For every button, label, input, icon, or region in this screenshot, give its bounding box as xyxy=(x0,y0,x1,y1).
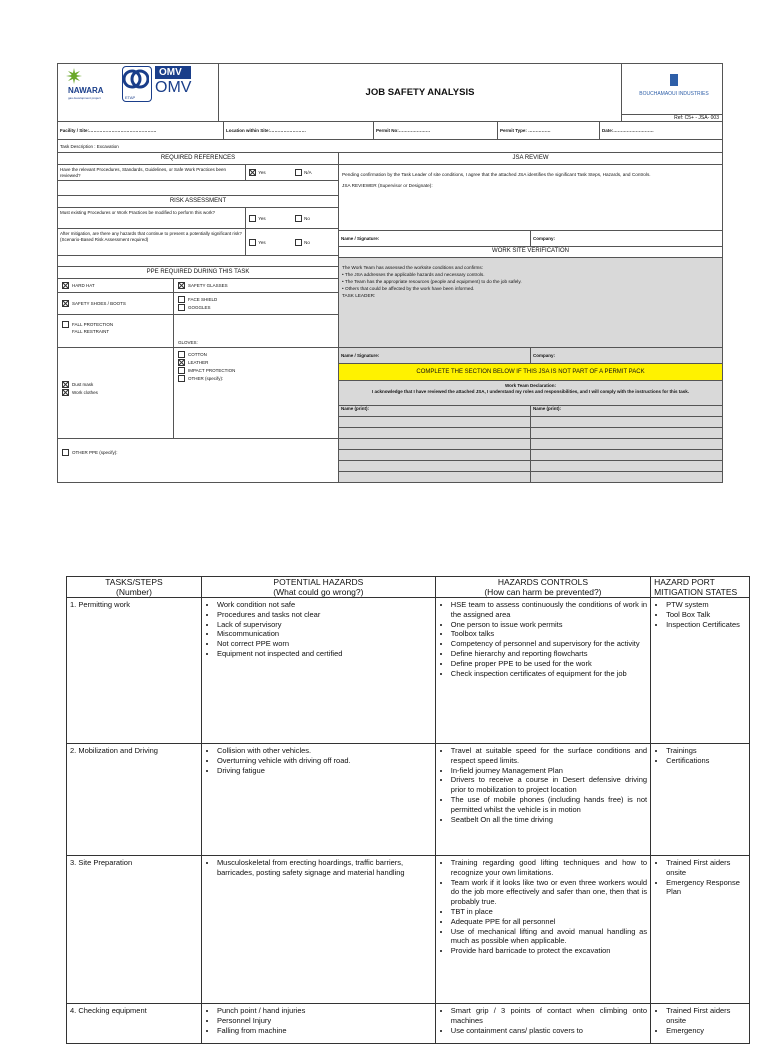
impact-protection-checkbox[interactable] xyxy=(178,367,185,374)
list-item: • Tool Box Talk xyxy=(666,610,746,620)
task-step-cell: 3. Site Preparation xyxy=(67,856,202,1004)
list-item: • Provide hard barricade to protect the excavation xyxy=(451,946,647,956)
cotton-checkbox[interactable] xyxy=(178,351,185,358)
omv-logo xyxy=(155,66,191,97)
etap-logo xyxy=(122,66,152,102)
col-mitigation-title: HAZARD PORT xyxy=(654,577,715,587)
col-mitigation-subtitle: MITIGATION STATES xyxy=(654,587,738,597)
list-item: • Lack of supervisory xyxy=(217,620,432,630)
table-row xyxy=(67,598,750,744)
nawara-text: NAWARA xyxy=(68,86,104,95)
hard-hat-checkbox[interactable] xyxy=(62,282,69,289)
list-item: • Travel at suitable speed for the surface conditions and respect speed limits. xyxy=(451,746,647,766)
leader-name-signature[interactable]: Name / Signature: xyxy=(339,348,531,363)
list-item: • One person to issue work permits xyxy=(451,620,647,630)
other-gloves-checkbox[interactable] xyxy=(178,375,185,382)
list-item: • Seatbelt On all the time driving xyxy=(451,815,647,825)
reviewer-company[interactable]: Company: xyxy=(533,236,556,241)
no-label: No xyxy=(304,239,310,245)
controls-list xyxy=(439,600,647,678)
hazards-cell xyxy=(201,598,435,744)
controls-cell xyxy=(435,598,650,744)
col-controls-header xyxy=(435,577,650,598)
form-title: JOB SAFETY ANALYSIS xyxy=(365,87,475,98)
list-item: • HSE team to assess continuously the conditions of work in the assigned area xyxy=(451,600,647,620)
list-item: • Trained First aiders onsite xyxy=(666,1006,746,1026)
reviewer-name-signature[interactable]: Name / Signature: xyxy=(339,231,531,246)
risk2-no-checkbox[interactable] xyxy=(295,239,302,246)
list-item: • Musculoskeletal from erecting hoardings, traffic barriers, barricades, posting safety signage and material handling xyxy=(217,858,432,878)
ppe-row-4 xyxy=(58,348,338,438)
hazards-list xyxy=(205,600,432,659)
facility-field[interactable]: Facility / Site:……………………………………… xyxy=(58,122,224,139)
list-item: • Define hierarchy and reporting flowcharts xyxy=(451,649,647,659)
list-item: • Check inspection certificates of equipment for the job xyxy=(451,669,647,679)
mitigation-list xyxy=(654,746,746,766)
list-item: • Personnel Injury xyxy=(217,1016,432,1026)
team-name-line[interactable] xyxy=(339,428,722,439)
jsa-reviewer-label: JSA REVIEWER (Supervisor or Designate): xyxy=(342,183,433,188)
safety-glasses-label: SAFETY GLASSES xyxy=(188,283,228,288)
mitigation-cell xyxy=(651,598,750,744)
leather-label: LEATHER xyxy=(188,360,209,365)
form-ref: Ref: C5+ - JSA- 003 xyxy=(622,114,722,121)
etap-emblem-icon xyxy=(123,67,149,91)
etap-text: ETAP xyxy=(125,95,136,100)
gloves-label: GLOVES: xyxy=(178,340,198,345)
task-step-cell: 4. Checking equipment xyxy=(67,1004,202,1044)
fall-protection-checkbox[interactable] xyxy=(62,321,69,328)
task-row xyxy=(57,140,723,153)
jsa-review-body xyxy=(339,165,722,230)
site-bullet-3: • Others that could be affected by the work have been informed. xyxy=(342,286,475,291)
col-mitigation-header xyxy=(651,577,750,598)
controls-list xyxy=(439,746,647,824)
team-declaration-title: Work Team Declaration: xyxy=(504,383,557,388)
controls-cell xyxy=(435,856,650,1004)
list-item: • PTW system xyxy=(666,600,746,610)
list-item: • Competency of personnel and supervisory for the activity xyxy=(451,639,647,649)
risk-question-1-text: Must existing Procedures or Work Practices be modified to perform this work? xyxy=(58,208,246,228)
team-name-line[interactable] xyxy=(339,417,722,428)
risk-assessment-title: RISK ASSESSMENT xyxy=(58,195,338,208)
safety-shoes-checkbox[interactable] xyxy=(62,300,69,307)
task-description: Task Description : Excavation xyxy=(60,143,119,149)
location-field[interactable]: Location within Site:…………………… xyxy=(224,122,374,139)
list-item: • Emergency Response Plan xyxy=(666,878,746,898)
goggles-label: GOGGLES xyxy=(188,305,211,310)
right-column xyxy=(339,153,722,482)
risk-question-1 xyxy=(58,208,338,229)
nawara-logo xyxy=(62,68,112,100)
references-yes-checkbox[interactable] xyxy=(249,169,256,176)
impact-protection-label: IMPACT PROTECTION xyxy=(188,368,236,373)
table-row xyxy=(67,744,750,856)
other-ppe-checkbox[interactable] xyxy=(62,449,69,456)
team-name-label-2: Name (print): xyxy=(533,406,561,411)
task-step-cell: 2. Mobilization and Driving xyxy=(67,744,202,856)
controls-list xyxy=(439,858,647,956)
bi-name: BOUCHAMAOUI INDUSTRIES xyxy=(639,91,709,97)
team-name-line[interactable] xyxy=(339,472,722,482)
hazards-list xyxy=(205,858,432,878)
ppe-row-1 xyxy=(58,279,338,293)
site-intro-text: The Work Team has assessed the worksite conditions and confirms: xyxy=(342,265,484,270)
risk-question-2 xyxy=(58,229,338,256)
info-row xyxy=(57,122,723,140)
table-row xyxy=(67,856,750,1004)
omv-box: OMV xyxy=(155,66,191,79)
list-item: • In-field journey Management Plan xyxy=(451,766,647,776)
col-controls-subtitle: (How can harm be prevented?) xyxy=(484,587,602,597)
safety-glasses-checkbox[interactable] xyxy=(178,282,185,289)
dust-mask-checkbox[interactable] xyxy=(62,381,69,388)
risk1-yes-checkbox[interactable] xyxy=(249,215,256,222)
col-hazards-title: POTENTIAL HAZARDS xyxy=(273,577,364,587)
face-shield-checkbox[interactable] xyxy=(178,296,185,303)
ppe-title: PPE REQUIRED DURING THIS TASK xyxy=(58,266,338,279)
list-item: • Define proper PPE to be used for the work xyxy=(451,659,647,669)
team-name-line[interactable] xyxy=(339,461,722,472)
team-declaration-text: I acknowledge that I have reviewed the attached JSA, I understand my roles and responsibilities, and I will comply with the instructions for this task. xyxy=(371,388,690,394)
mitigation-cell xyxy=(651,744,750,856)
team-declaration xyxy=(339,381,722,482)
list-item: • Inspection Certificates xyxy=(666,620,746,630)
list-item: • Certifications xyxy=(666,756,746,766)
task-step-cell: 1. Permitting work xyxy=(67,598,202,744)
list-item: • Adequate PPE for all personnel xyxy=(451,917,647,927)
logo-area xyxy=(58,64,219,121)
required-references-title: REQUIRED REFERENCES xyxy=(58,153,338,165)
hard-hat-label: HARD HAT xyxy=(72,283,95,288)
controls-cell xyxy=(435,744,650,856)
jsa-review-signature-row xyxy=(339,230,722,247)
face-shield-label: FACE SHIELD xyxy=(188,297,218,302)
bi-logo-area xyxy=(621,64,722,121)
work-clothes-checkbox[interactable] xyxy=(62,389,69,396)
col-controls-title: HAZARDS CONTROLS xyxy=(497,577,589,587)
permit-pack-notice: COMPLETE THE SECTION BELOW IF THIS JSA IS NOT PART OF A PERMIT PACK xyxy=(339,364,722,381)
jsa-review-text: Pending confirmation by the Task Leader of site conditions, I agree that the attached JSA identifies the significant Task Steps, Hazards, and Controls. xyxy=(342,172,651,177)
form-header xyxy=(57,63,723,122)
form-body xyxy=(57,153,723,483)
other-ppe-label: OTHER PPE (specify): xyxy=(72,449,118,455)
site-verification-body xyxy=(339,258,722,347)
list-item: • The use of mobile phones (including hands free) is not permitted whilst the vehicle is in motion xyxy=(451,795,647,815)
site-signature-row xyxy=(339,347,722,364)
list-item: • Trainings xyxy=(666,746,746,756)
jsa-form xyxy=(57,63,723,483)
risk1-no-checkbox[interactable] xyxy=(295,215,302,222)
list-item: • Overturning vehicle with driving off road. xyxy=(217,756,432,766)
permit-type-field[interactable]: Permit Type: …………… xyxy=(498,122,600,139)
references-question-text: Have the relevant Procedures, Standards, Guidelines, or Safe Work Practices been reviewed? xyxy=(58,165,246,180)
controls-list xyxy=(439,1006,647,1035)
list-item: • Use containment cans/ plastic covers to xyxy=(451,1026,647,1036)
task-leader-label: TASK LEADER: xyxy=(342,293,376,298)
list-item: • Team work if it looks like two or even three workers would do the job more effectively and safer than one, then that is probably true. xyxy=(451,878,647,907)
col-tasks-header xyxy=(67,577,202,598)
fall-restraint-label: FALL RESTRAINT xyxy=(72,329,110,334)
no-label: No xyxy=(304,215,310,221)
list-item: • Drivers to receive a course in Desert defensive driving prior to mobilization to project location xyxy=(451,775,647,795)
risk-question-2-text: After mitigation, are there any hazards that continue to present a potentially significant risk? (Scenario-Based Risk Assessment required) xyxy=(58,229,246,255)
risk2-yes-checkbox[interactable] xyxy=(249,239,256,246)
list-item: • TBT in place xyxy=(451,907,647,917)
site-bullet-1: • The JSA addresses the applicable hazards and necessary controls. xyxy=(342,272,485,277)
date-field[interactable]: Date:……………………… xyxy=(602,128,654,133)
list-item: • Procedures and tasks not clear xyxy=(217,610,432,620)
dust-mask-label: Dust mask xyxy=(72,382,94,387)
col-hazards-subtitle: (What could go wrong?) xyxy=(273,587,364,597)
mitigation-cell xyxy=(651,856,750,1004)
task-table xyxy=(66,576,750,1044)
left-column xyxy=(58,153,339,482)
list-item: • Falling from machine xyxy=(217,1026,432,1036)
cotton-label: COTTON xyxy=(188,352,207,357)
list-item: • Not correct PPE worn xyxy=(217,639,432,649)
list-item: • Emergency xyxy=(666,1026,746,1036)
list-item: • Work condition not safe xyxy=(217,600,432,610)
other-gloves-label: OTHER (specify): xyxy=(188,376,224,381)
nawara-subtitle: gas development project xyxy=(68,96,101,100)
fall-protection-label: FALL PROTECTION xyxy=(72,322,114,327)
site-bullet-2: • The Team has the appropriate resources (people and equipment) to do the job safely. xyxy=(342,279,522,284)
permit-no-field[interactable]: Permit No:………………… xyxy=(374,122,498,139)
references-na-checkbox[interactable] xyxy=(295,169,302,176)
team-name-label-1: Name (print): xyxy=(339,406,531,416)
list-item: • Toolbox talks xyxy=(451,629,647,639)
list-item: • Trained First aiders onsite xyxy=(666,858,746,878)
ppe-row-2 xyxy=(58,293,338,315)
mitigation-list xyxy=(654,600,746,629)
col-hazards-header xyxy=(201,577,435,598)
mitigation-list xyxy=(654,858,746,897)
team-name-line[interactable] xyxy=(339,439,722,450)
ppe-row-3 xyxy=(58,315,338,348)
team-name-line[interactable] xyxy=(339,450,722,461)
safety-shoes-label: SAFETY SHOES / BOOTS xyxy=(72,301,126,306)
leader-company[interactable]: Company: xyxy=(533,353,556,358)
goggles-checkbox[interactable] xyxy=(178,304,185,311)
bouchamaoui-logo xyxy=(629,73,719,97)
nawara-leaf-icon xyxy=(66,68,82,84)
list-item: • Smart grip / 3 points of contact when climbing onto machines xyxy=(451,1006,647,1026)
site-verification-title: WORK SITE VERIFICATION xyxy=(339,246,722,258)
bi-icon xyxy=(670,74,678,86)
references-question xyxy=(58,165,338,181)
jsa-review-title: JSA REVIEW xyxy=(339,153,722,165)
hazards-cell xyxy=(201,856,435,1004)
col-tasks-subtitle: (Number) xyxy=(116,587,152,597)
team-name-header xyxy=(339,405,722,417)
list-item: • Punch point / hand injuries xyxy=(217,1006,432,1016)
list-item: • Driving fatigue xyxy=(217,766,432,776)
yes-label: Yes xyxy=(258,215,266,221)
work-clothes-label: Work clothes xyxy=(72,390,98,395)
hazards-cell xyxy=(201,744,435,856)
list-item: • Training regarding good lifting techniques and how to recognize your own limitations. xyxy=(451,858,647,878)
yes-label: Yes xyxy=(258,170,266,175)
list-item: • Miscommunication xyxy=(217,629,432,639)
list-item: • Equipment not inspected and certified xyxy=(217,649,432,659)
list-item: • Use of mechanical lifting and avoid manual handling as much as possible when applicable. xyxy=(451,927,647,947)
hazards-list xyxy=(205,1006,432,1035)
list-item: • Collision with other vehicles. xyxy=(217,746,432,756)
col-tasks-title: TASKS/STEPS xyxy=(105,577,163,587)
other-ppe-row xyxy=(58,438,338,465)
na-label: N/A xyxy=(304,170,312,175)
hazards-list xyxy=(205,746,432,775)
leather-checkbox[interactable] xyxy=(178,359,185,366)
mitigation-list xyxy=(654,1006,746,1035)
yes-label: Yes xyxy=(258,239,266,245)
omv-text: OMV xyxy=(155,79,192,96)
